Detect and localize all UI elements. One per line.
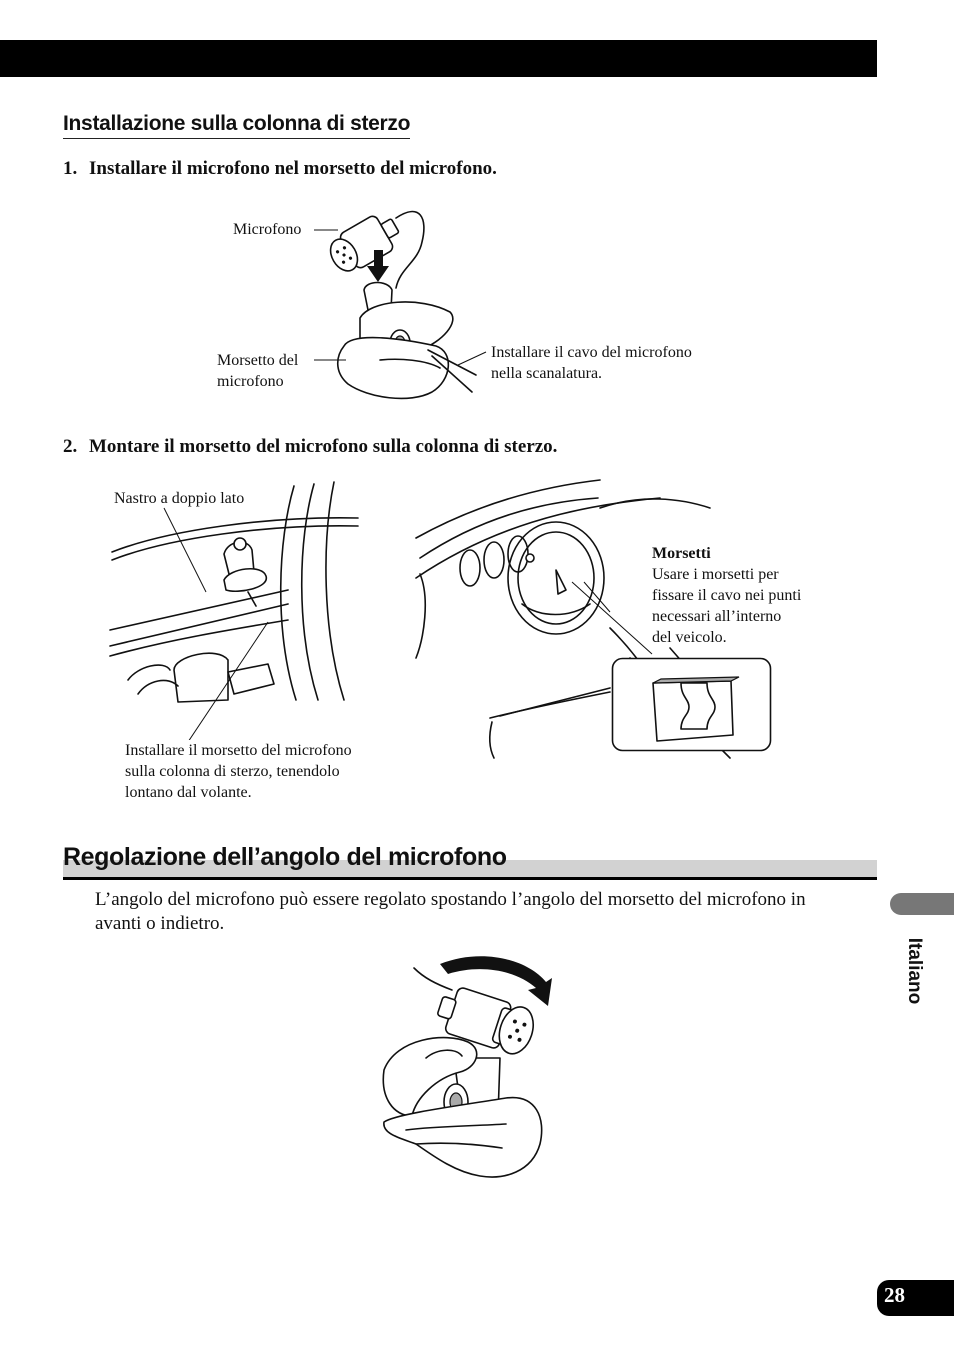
- label-double-sided-tape: Nastro a doppio lato: [114, 490, 245, 507]
- label-install-line2: sulla colonna di sterzo, tenendolo: [125, 763, 340, 780]
- section-heading-angle-adjustment: Regolazione dell’angolo del microfono: [63, 843, 507, 871]
- clamp-detail-inset: [611, 657, 773, 753]
- label-cable-groove-line1: Installare il cavo del microfono: [491, 344, 692, 361]
- label-clamps: [652, 543, 801, 648]
- label-install-clip-on-column: [125, 740, 352, 803]
- header-bar: [0, 40, 877, 77]
- label-install-line3: lontano dal volante.: [125, 784, 252, 801]
- label-microphone-clip-line2: microfono: [217, 373, 284, 390]
- label-cable-groove-line2: nella scanalatura.: [491, 365, 603, 382]
- language-tab: [890, 893, 954, 915]
- language-label: Italiano: [904, 937, 925, 1005]
- step-1-number: 1.: [63, 158, 78, 179]
- label-install-line1: Installare il morsetto del microfono: [125, 742, 352, 759]
- step-1-text: Installare il microfono nel morsetto del microfono.: [89, 158, 497, 179]
- label-clamps-line3: necessari all’interno: [652, 608, 782, 625]
- figure1-leader-lines: [300, 220, 500, 380]
- step-2: [63, 436, 557, 458]
- step-1: [63, 158, 497, 180]
- label-clamps-title: Morsetti: [652, 545, 711, 562]
- step-2-text: Montare il morsetto del microfono sulla colonna di sterzo.: [89, 436, 558, 457]
- label-clamps-line4: del veicolo.: [652, 629, 727, 646]
- label-microphone-clip-line1: Morsetto del: [217, 352, 299, 369]
- step-2-number: 2.: [63, 436, 78, 457]
- label-microphone-clip: [217, 350, 298, 392]
- steering-column-illustration: [108, 480, 368, 740]
- section-heading-steering-column: Installazione sulla colonna di sterzo: [63, 112, 410, 139]
- angle-adjustment-text: L’angolo del microfono può essere regolato spostando l’angolo del morsetto del microfono in avanti o indietro.: [95, 889, 806, 934]
- label-cable-groove: [491, 342, 692, 384]
- label-clamps-line1: Usare i morsetti per: [652, 566, 779, 583]
- label-clamps-line2: fissare il cavo nei punti: [652, 587, 802, 604]
- page-number: 28: [884, 1283, 905, 1307]
- microphone-angle-illustration: [376, 948, 560, 1184]
- label-microphone: Microfono: [233, 221, 302, 238]
